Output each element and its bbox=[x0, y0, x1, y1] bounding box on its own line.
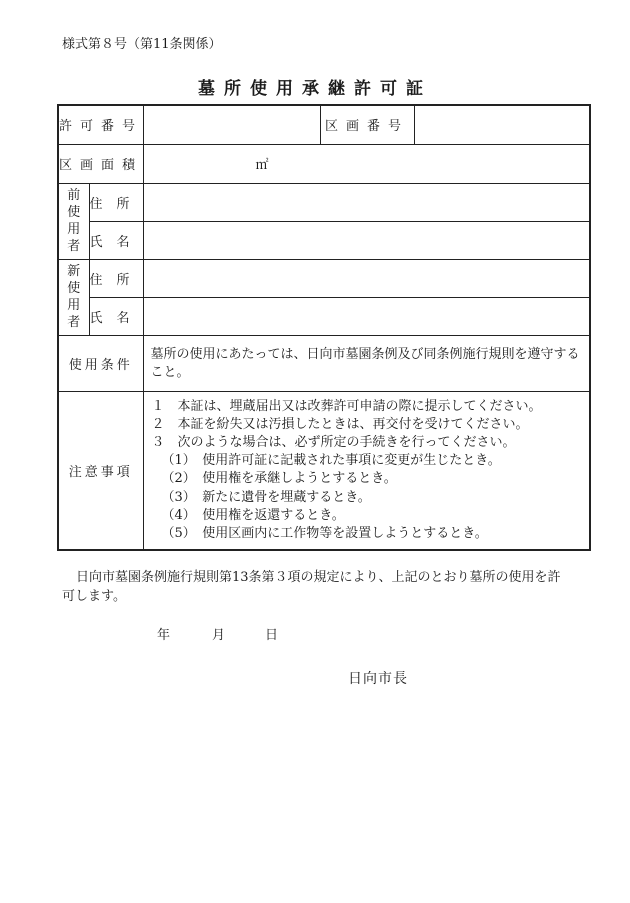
new-user-name-field[interactable] bbox=[143, 297, 590, 335]
previous-user-char: 前 bbox=[67, 188, 81, 203]
note-item: １ 本証は、埋蔵届出又は改葬許可申請の際に提示してください。 bbox=[151, 398, 542, 414]
new-user-name-label: 氏名 bbox=[89, 297, 143, 335]
conditions-label: 使用条件 bbox=[58, 335, 143, 391]
previous-user-char: 用 bbox=[67, 222, 81, 237]
notes-label: 注意事項 bbox=[58, 391, 143, 550]
permit-number-field[interactable] bbox=[143, 105, 320, 144]
date-year: 年 bbox=[157, 628, 171, 643]
form-number: 様式第８号（第11条関係） bbox=[62, 37, 222, 52]
document-title: 墓所使用承継許可証 bbox=[198, 79, 432, 99]
note-sub-item: （5） 使用区画内に工作物等を設置しようとするとき。 bbox=[161, 525, 488, 541]
plot-number-label: 区画番号 bbox=[320, 105, 414, 144]
approval-statement: 日向市墓園条例施行規則第13条第３項の規定により、上記のとおり墓所の使用を許可します。 bbox=[62, 570, 561, 604]
conditions-text: 墓所の使用にあたっては、日向市墓園条例及び同条例施行規則を遵守すること。 bbox=[143, 335, 590, 391]
issuer-name: 日向市長 bbox=[348, 671, 408, 687]
new-user-char: 使 bbox=[67, 281, 81, 296]
issue-date bbox=[157, 624, 278, 643]
date-day: 日 bbox=[265, 628, 279, 643]
note-item: ２ 本証を紛失又は汚損したときは、再交付を受けてください。 bbox=[151, 416, 529, 432]
new-user-address-field[interactable] bbox=[143, 259, 590, 297]
note-sub-item: （4） 使用権を返還するとき。 bbox=[161, 507, 345, 523]
note-sub-item: （3） 新たに遺骨を埋蔵するとき。 bbox=[161, 489, 371, 505]
previous-user-address-field[interactable] bbox=[143, 183, 590, 221]
previous-user-name-label: 氏名 bbox=[89, 221, 143, 259]
plot-area-label: 区画面積 bbox=[58, 144, 143, 183]
permit-number-label: 許可番号 bbox=[58, 105, 143, 144]
plot-number-field[interactable] bbox=[414, 105, 590, 144]
new-user-char: 新 bbox=[67, 264, 81, 279]
note-item: ３ 次のような場合は、必ず所定の手続きを行ってください。 bbox=[151, 434, 516, 450]
permit-table bbox=[57, 104, 591, 551]
new-user-group-label bbox=[58, 259, 89, 335]
notes-list bbox=[143, 391, 590, 550]
previous-user-name-field[interactable] bbox=[143, 221, 590, 259]
square-meter-unit: ㎡ bbox=[255, 158, 269, 173]
previous-user-char: 使 bbox=[67, 205, 81, 220]
previous-user-char: 者 bbox=[67, 239, 81, 254]
date-month: 月 bbox=[212, 628, 226, 643]
new-user-char: 用 bbox=[67, 298, 81, 313]
note-sub-item: （1） 使用許可証に記載された事項に変更が生じたとき。 bbox=[161, 453, 501, 469]
previous-user-address-label: 住所 bbox=[89, 183, 143, 221]
new-user-char: 者 bbox=[67, 315, 81, 330]
previous-user-group-label bbox=[58, 183, 89, 259]
note-sub-item: （2） 使用権を承継しようとするとき。 bbox=[161, 471, 397, 487]
new-user-address-label: 住所 bbox=[89, 259, 143, 297]
plot-area-field[interactable] bbox=[143, 144, 590, 183]
